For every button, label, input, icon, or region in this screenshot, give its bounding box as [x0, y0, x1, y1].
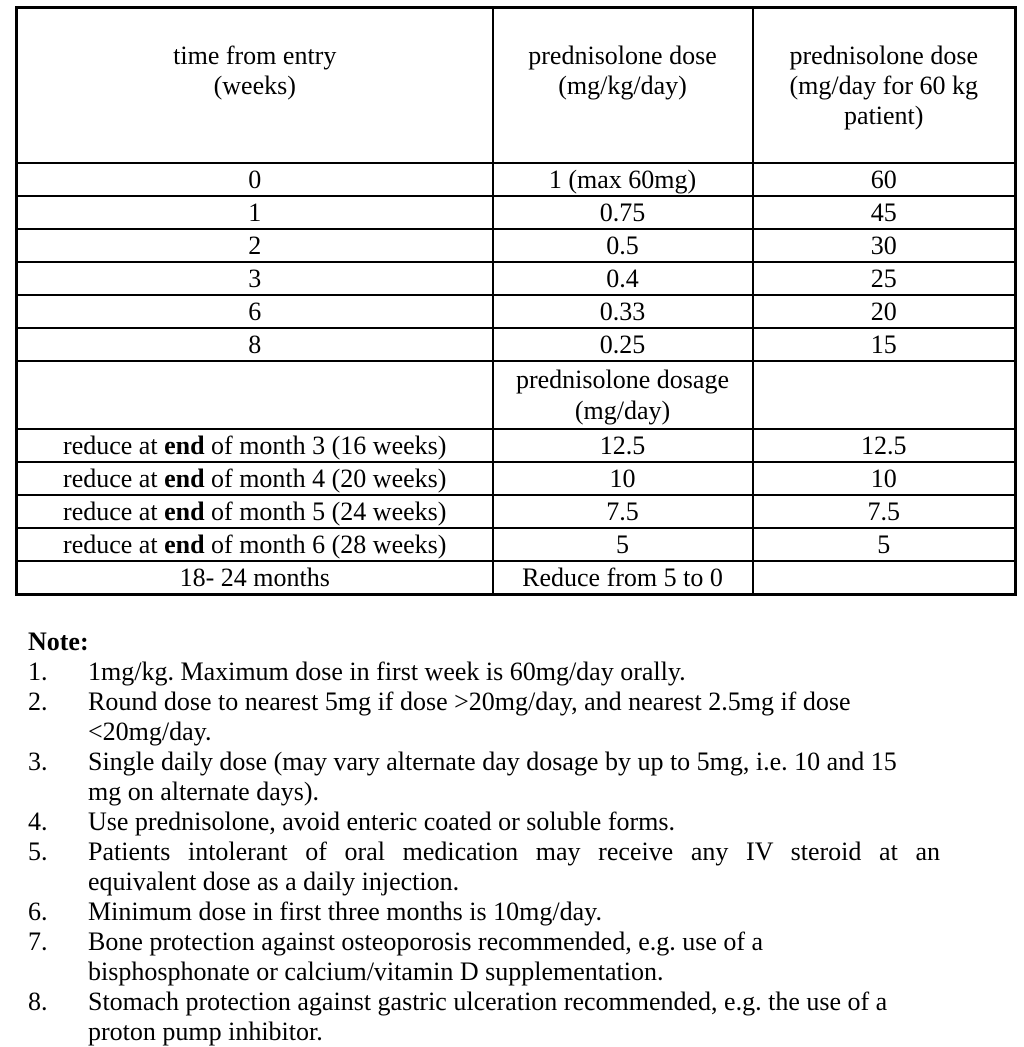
note-line: equivalent dose as a daily injection. — [88, 867, 460, 896]
cell-mg: 5 — [753, 528, 1016, 561]
table-row-month-5 — [17, 495, 1016, 528]
cell-time: reduce at end of month 3 (16 weeks) — [17, 429, 493, 462]
header-line: patient) — [844, 101, 924, 130]
cell-mg: 7.5 — [753, 495, 1016, 528]
note-text — [88, 807, 940, 837]
cell-dose: 0.4 — [493, 262, 753, 295]
note-number: 5. — [28, 837, 48, 866]
note-line: Use prednisolone, avoid enteric coated or soluble forms. — [88, 807, 675, 836]
document-page — [0, 6, 1024, 1046]
cell-empty — [17, 361, 493, 429]
cell-mg: 60 — [753, 163, 1016, 196]
note-item-8 — [28, 987, 1024, 1047]
note-line: bisphosphonate or calcium/vitamin D supplementation. — [88, 957, 664, 986]
header-dose-mg-kg — [493, 8, 753, 164]
header-line: (weeks) — [213, 71, 296, 100]
note-line: Bone protection against osteoporosis recommended, e.g. use of a — [88, 927, 764, 956]
note-text — [88, 927, 940, 987]
note-line: Round dose to nearest 5mg if dose >20mg/day, and nearest 2.5mg if dose — [88, 687, 851, 716]
note-number: 1. — [28, 657, 48, 686]
table-row-mid-header — [17, 361, 1016, 429]
note-item-2 — [28, 687, 1024, 747]
cell-dose: 0.25 — [493, 328, 753, 361]
note-line: Single daily dose (may vary alternate day dosage by up to 5mg, i.e. 10 and 15 — [88, 747, 897, 776]
note-text — [88, 657, 940, 687]
prednisolone-dose-table — [15, 6, 1017, 596]
note-text — [88, 837, 940, 897]
cell-time: reduce at end of month 4 (20 weeks) — [17, 462, 493, 495]
cell-time: 1 — [17, 196, 493, 229]
cell-time: reduce at end of month 6 (28 weeks) — [17, 528, 493, 561]
table-row-week-0 — [17, 163, 1016, 196]
cell-time: 3 — [17, 262, 493, 295]
cell-dose: 10 — [493, 462, 753, 495]
note-line: mg on alternate days). — [88, 777, 320, 806]
note-item-6 — [28, 897, 1024, 927]
header-line: prednisolone dose — [528, 41, 717, 70]
note-number: 4. — [28, 807, 48, 836]
table-row-week-6 — [17, 295, 1016, 328]
table-row-month-4 — [17, 462, 1016, 495]
table-row-week-8 — [17, 328, 1016, 361]
note-number: 3. — [28, 747, 48, 776]
cell-mg: 15 — [753, 328, 1016, 361]
cell-mg: 25 — [753, 262, 1016, 295]
cell-mg: 20 — [753, 295, 1016, 328]
note-line: <20mg/day. — [88, 717, 212, 746]
cell-time: 6 — [17, 295, 493, 328]
cell-time: reduce at end of month 5 (24 weeks) — [17, 495, 493, 528]
header-line: (mg/kg/day) — [558, 71, 687, 100]
notes-section — [28, 627, 1024, 1047]
table-row-week-3 — [17, 262, 1016, 295]
header-line: (mg/day) — [574, 396, 671, 425]
cell-time: 2 — [17, 229, 493, 262]
header-line: (mg/day for 60 kg — [789, 71, 978, 100]
header-line: time from entry — [173, 41, 337, 70]
note-item-3 — [28, 747, 1024, 807]
note-line: 1mg/kg. Maximum dose in first week is 60mg/day orally. — [88, 657, 686, 686]
note-text — [88, 897, 940, 927]
note-text — [88, 687, 940, 747]
note-item-5 — [28, 837, 1024, 897]
note-item-7 — [28, 927, 1024, 987]
cell-mg: 45 — [753, 196, 1016, 229]
note-number: 2. — [28, 687, 48, 716]
note-number: 7. — [28, 927, 48, 956]
cell-dose: 0.75 — [493, 196, 753, 229]
note-text — [88, 747, 940, 807]
table-row-week-2 — [17, 229, 1016, 262]
table-row-18-24-months — [17, 561, 1016, 595]
cell-time: 8 — [17, 328, 493, 361]
cell-dose: 5 — [493, 528, 753, 561]
note-line: proton pump inhibitor. — [88, 1017, 323, 1046]
cell-dose: Reduce from 5 to 0 — [493, 561, 753, 595]
note-item-4 — [28, 807, 1024, 837]
cell-mg: 10 — [753, 462, 1016, 495]
cell-dose: 0.5 — [493, 229, 753, 262]
note-number: 8. — [28, 987, 48, 1016]
header-line: prednisolone dosage — [515, 365, 729, 394]
cell-empty — [753, 361, 1016, 429]
notes-heading: Note: — [28, 627, 89, 656]
cell-time: 0 — [17, 163, 493, 196]
cell-mg — [753, 561, 1016, 595]
cell-dose: 1 (max 60mg) — [493, 163, 753, 196]
cell-mid-header — [493, 361, 753, 429]
cell-time: 18- 24 months — [17, 561, 493, 595]
header-time-from-entry — [17, 8, 493, 164]
cell-mg: 12.5 — [753, 429, 1016, 462]
header-line: prednisolone dose — [789, 41, 978, 70]
table-row-month-6 — [17, 528, 1016, 561]
note-line: Patients intolerant of oral medication may receive any IV steroid at an — [88, 837, 940, 866]
cell-dose: 7.5 — [493, 495, 753, 528]
cell-dose: 12.5 — [493, 429, 753, 462]
note-text — [88, 987, 940, 1047]
header-dose-mg-day — [753, 8, 1016, 164]
note-item-1 — [28, 657, 1024, 687]
table-row-week-1 — [17, 196, 1016, 229]
cell-dose: 0.33 — [493, 295, 753, 328]
note-line: Stomach protection against gastric ulceration recommended, e.g. the use of a — [88, 987, 888, 1016]
note-line: Minimum dose in first three months is 10mg/day. — [88, 897, 602, 926]
table-row-month-3 — [17, 429, 1016, 462]
note-number: 6. — [28, 897, 48, 926]
table-header-row — [17, 8, 1016, 164]
cell-mg: 30 — [753, 229, 1016, 262]
